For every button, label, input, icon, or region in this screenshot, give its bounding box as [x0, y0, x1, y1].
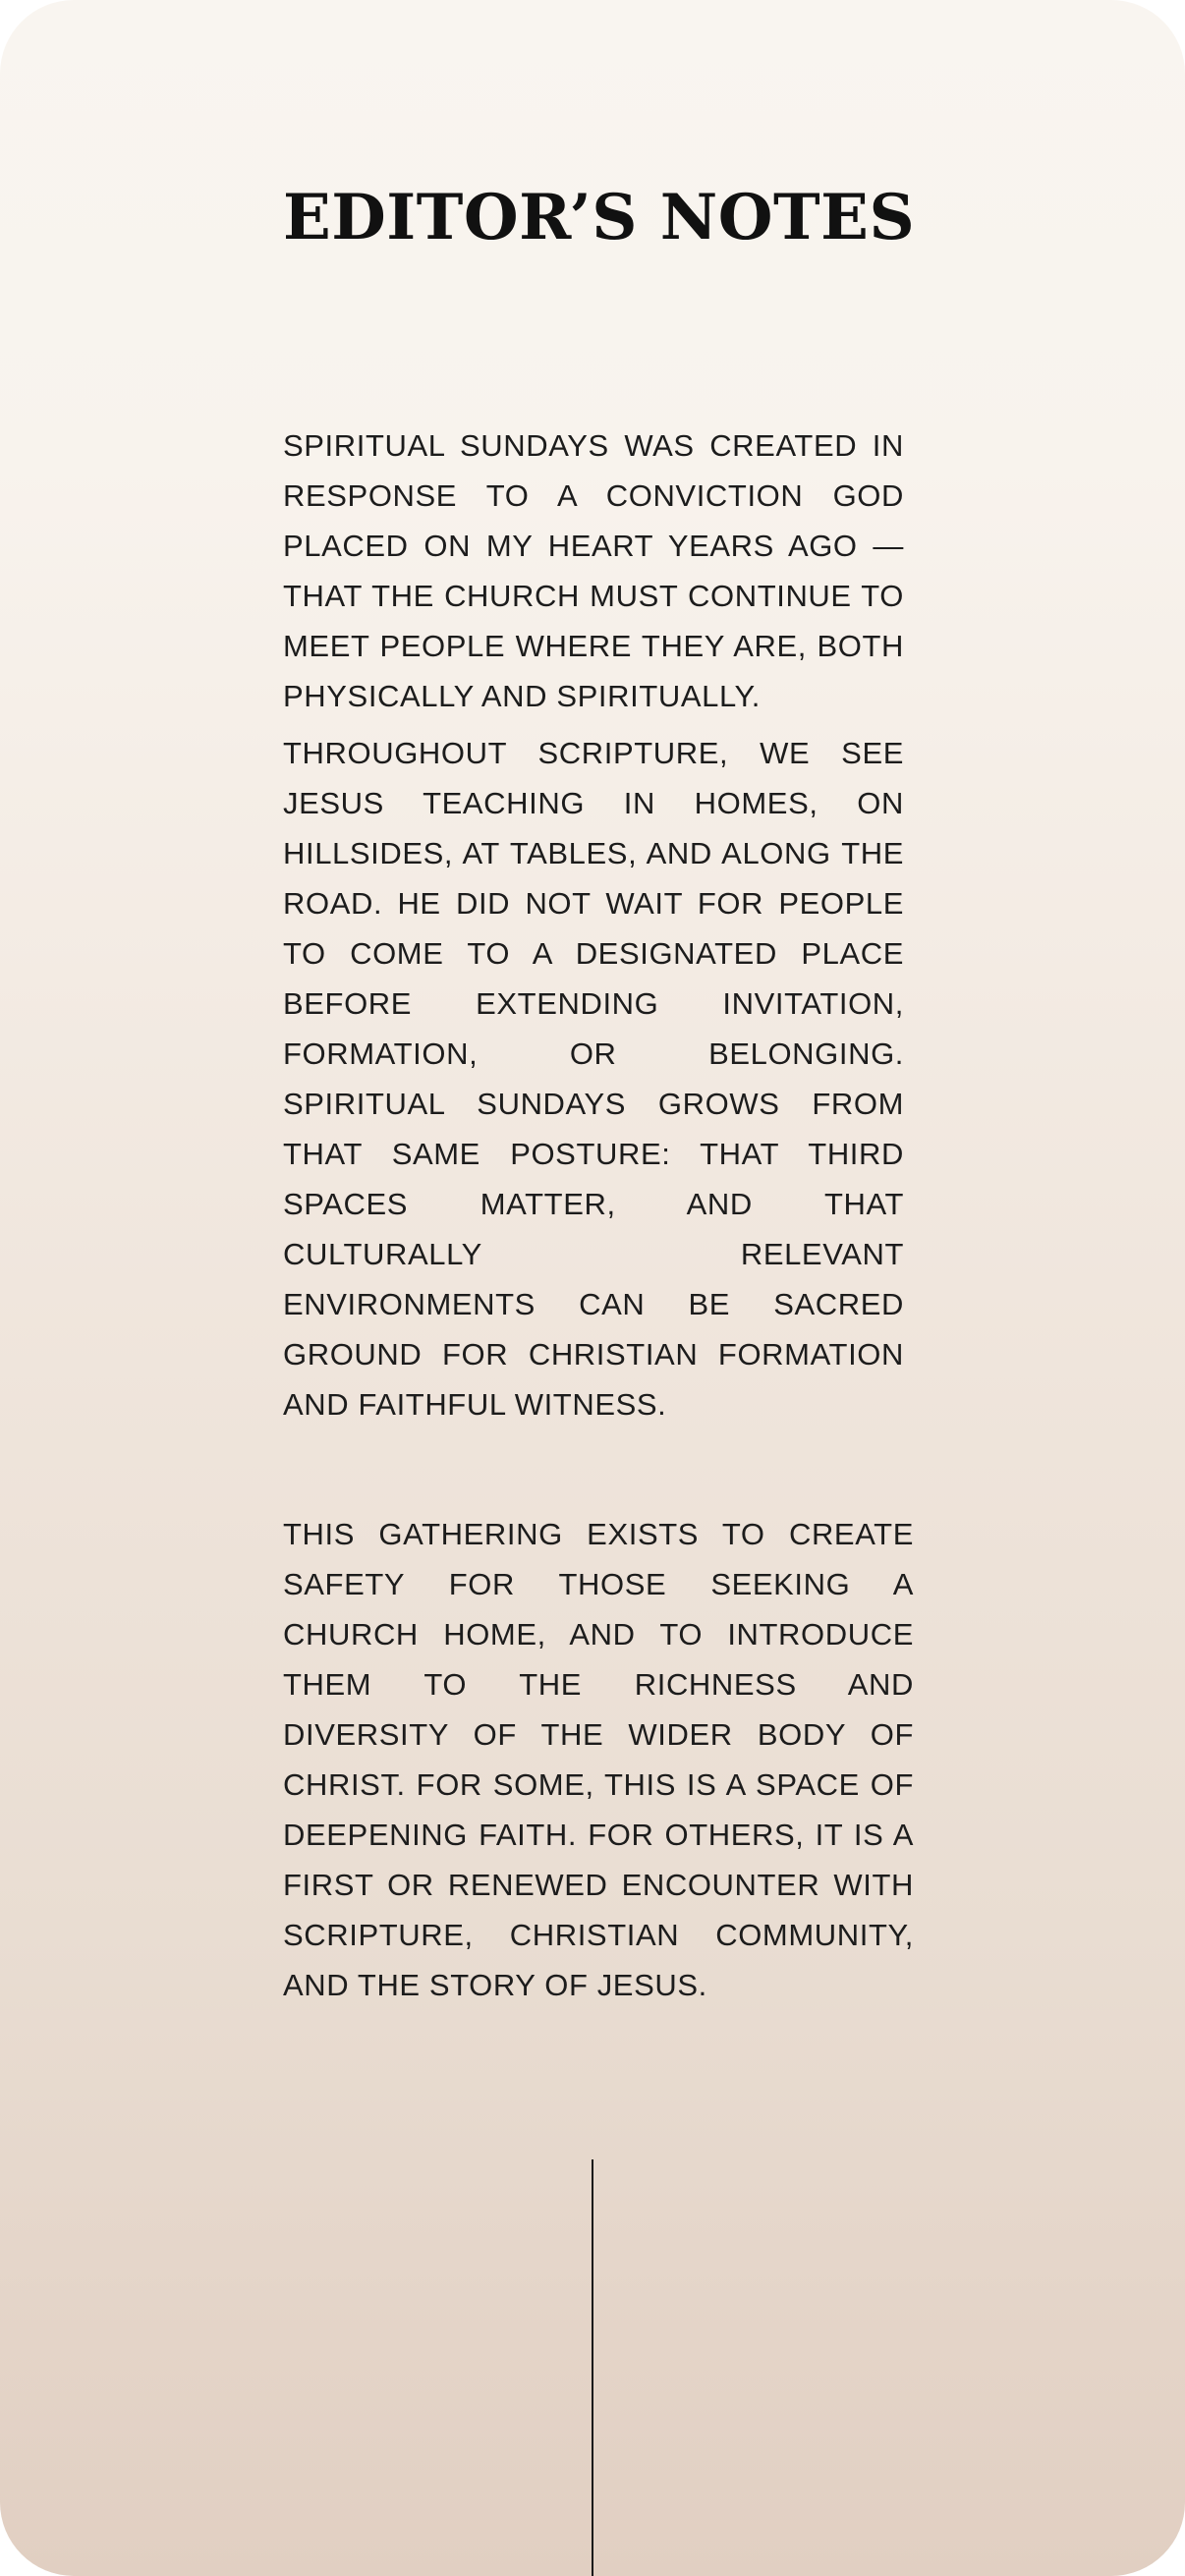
page-title: EDITOR’S NOTES	[283, 181, 916, 254]
paragraph-scripture: THROUGHOUT SCRIPTURE, WE SEE JESUS TEACHING IN HOMES, ON HILLSIDES, AT TABLES, AND ALONG THE ROAD. HE DID NOT WAIT FOR PEOPLE TO COME TO A DESIGNATED PLACE BEFORE EXTENDING INVITATION, FORMATION, OR BELONGING. SPIRITUAL SUNDAYS GROWS FROM THAT SAME POSTURE: THAT THIRD SPACES MATTER, AND THAT CULTURALLY RELEVANT ENVIRONMENTS CAN BE SACRED GROUND FOR CHRISTIAN FORMATION AND FAITHFUL WITNESS.	[283, 736, 904, 1422]
paragraph-intro: SPIRITUAL SUNDAYS WAS CREATED IN RESPONSE TO A CONVICTION GOD PLACED ON MY HEART YEARS AGO — THAT THE CHURCH MUST CONTINUE TO MEET PEOPLE WHERE THEY ARE, BOTH PHYSICALLY AND SPIRITUALLY.	[283, 428, 904, 713]
paragraph-gathering: THIS GATHERING EXISTS TO CREATE SAFETY FOR THOSE SEEKING A CHURCH HOME, AND TO INTRODUCE THEM TO THE RICHNESS AND DIVERSITY OF THE WIDER BODY OF CHRIST. FOR SOME, THIS IS A SPACE OF DEEPENING FAITH. FOR OTHERS, IT IS A FIRST OR RENEWED ENCOUNTER WITH SCRIPTURE, CHRISTIAN COMMUNITY, AND THE STORY OF JESUS.	[283, 1517, 914, 2002]
vertical-divider-line	[592, 2159, 593, 2576]
